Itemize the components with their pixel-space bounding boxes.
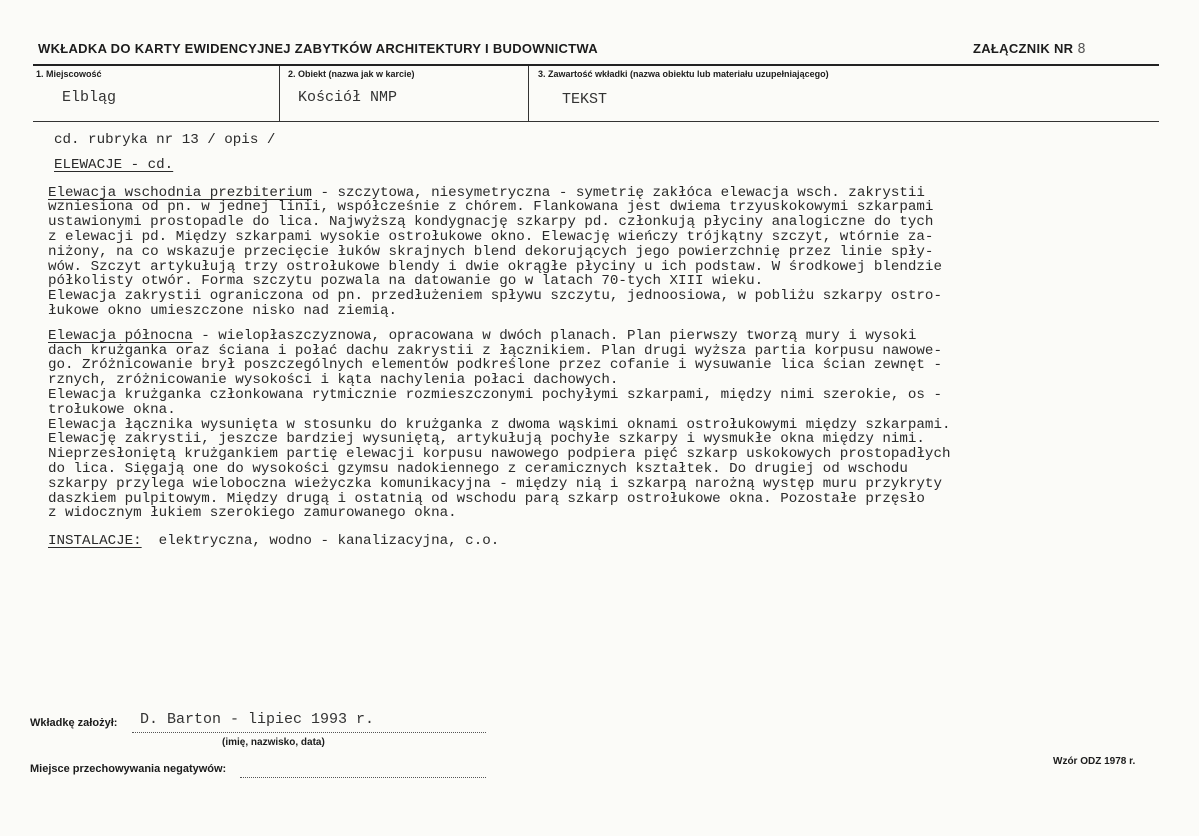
- text-line: szkarpy przylega wieloboczna wieżyczka komunikacyjna - między nią i szkarpą narożną występ muru przykryty: [48, 475, 942, 492]
- author-hint: (imię, nazwisko, data): [222, 737, 325, 748]
- text-line: półkolisty otwór. Forma szczytu pozwala na datowanie go w latach 70-tych XIII wieku.: [48, 273, 764, 290]
- text-line: łukowe okno umieszczone nisko nad ziemią.: [48, 302, 398, 319]
- paragraph-north-first: [48, 329, 1123, 344]
- text-east-first: - szczytowa, niesymetryczna - symetrię zakłóca elewacja wsch. zakrystii: [311, 184, 925, 201]
- text-line: niżony, na co wskazuje przecięcie łuków skrajnych blend dekorujących jego powierzchnię przez linie spły-: [48, 243, 934, 260]
- text-line: z elewacji pd. Między szkarpami wysokie ostrołukowe okno. Elewację wieńczy trójkątny szczyt, wtórnie za-: [48, 228, 934, 245]
- header-rule: [33, 64, 1159, 66]
- text-line: wów. Szczyt artykułują trzy ostrołukowe blendy i dwie okrągłe płyciny u ich podstaw. W środkowej blendzie: [48, 258, 942, 275]
- storage-label: Miejsce przechowywania negatywów:: [30, 763, 227, 775]
- field-value-content: TEKST: [562, 91, 608, 108]
- text-line: Nieprzesłoniętą krużgankiem partię elewacji korpusu nawowego podpiera pięć szkarp uskokowych prostopadłych: [48, 446, 951, 463]
- text-line: trołukowe okna.: [48, 401, 176, 418]
- field-label-content: 3. Zawartość wkładki (nazwa obiektu lub materiału uzupełniającego): [538, 69, 829, 79]
- text-line: wzniesiona od pn. w jednej linii, współcześnie z chórem. Flankowana jest dwiema trzyuskokowymi szkarpami: [48, 199, 934, 216]
- attachment-label: ZAŁĄCZNIK NR: [973, 41, 1074, 56]
- text-line: go. Zróżnicowanie brył poszczególnych elementów podkreślone przez cofanie i wysuwanie lica ścian zewnęt -: [48, 357, 942, 374]
- text-line: ustawionymi prostopadle do lica. Najwyższą kondygnację szkarpy pd. członkują płyciny analogiczne do tych: [48, 214, 934, 231]
- form-title: WKŁADKA DO KARTY EWIDENCYJNEJ ZABYTKÓW ARCHITEKTURY I BUDOWNICTWA: [38, 41, 598, 56]
- text-line: daszkiem pulpitowym. Między drugą i ostatnią od wschodu parą szkarp ostrołukowe okna. Pozostałe przęsło: [48, 490, 925, 507]
- storage-dotted-line: [240, 777, 486, 778]
- section-heading: ELEWACJE - cd.: [54, 156, 174, 173]
- paragraph-east-first: [48, 186, 1123, 201]
- text-line: dach krużganka oraz ściana i połać dachu zakrystii z łącznikiem. Plan drugi wyższa partia korpusu nawowe-: [48, 342, 942, 359]
- author-value: D. Barton - lipiec 1993 r.: [140, 711, 375, 728]
- attachment-number: [973, 41, 1086, 57]
- text-line: Elewacja łącznika wysunięta w stosunku do krużganka z dwoma wąskimi oknami ostrołukowymi między szkarpami.: [48, 416, 951, 433]
- text-line: z widocznym łukiem szerokiego zamurowanego okna.: [48, 505, 457, 522]
- author-label: Wkładkę założył:: [30, 717, 118, 729]
- heading-north-elevation: Elewacja północna: [48, 327, 193, 344]
- text-line: do lica. Sięgają one do wysokości gzymsu nadokiennego z ceramicznych kształtek. Do drugiej od wschodu: [48, 460, 908, 477]
- form-model: Wzór ODZ 1978 r.: [1053, 756, 1136, 767]
- author-dotted-line: [132, 732, 486, 733]
- field-value-object: Kościół NMP: [298, 89, 398, 106]
- field-divider: [279, 66, 280, 121]
- heading-east-elevation: Elewacja wschodnia prezbiterium: [48, 184, 312, 201]
- field-label-object: 2. Obiekt (nazwa jak w karcie): [288, 69, 415, 79]
- text-line: Elewacja zakrystii ograniczona od pn. przedłużeniem spływu szczytu, jednoosiowa, w pobliżu szkarpy ostro-: [48, 288, 942, 305]
- fields-rule: [33, 121, 1159, 122]
- attachment-number-value: 8: [1077, 42, 1086, 57]
- installations-heading: INSTALACJE:: [48, 533, 142, 550]
- installations-text: elektryczna, wodno - kanalizacyjna, c.o.: [141, 533, 500, 550]
- field-label-locality: 1. Miejscowość: [36, 69, 102, 79]
- field-value-locality: Elbląg: [62, 89, 117, 106]
- text-line: Elewację zakrystii, jeszcze bardziej wysuniętą, artykułują pochyłe szkarpy i wysmukłe okna między nimi.: [48, 431, 925, 448]
- text-north-first: - wielopłaszczyznowa, opracowana w dwóch planach. Plan pierwszy tworzą mury i wysoki: [192, 327, 917, 344]
- text-line: rznych, zróżnicowanie wysokości i kąta nachylenia połaci dachowych.: [48, 372, 619, 389]
- description-text: [48, 133, 1123, 549]
- text-line: Elewacja krużganka członkowana rytmicznie rozmieszczonymi pochyłymi szkarpami, między nimi szerokie, os -: [48, 386, 942, 403]
- installations-line: [48, 534, 1123, 549]
- section-reference: cd. rubryka nr 13 / opis /: [54, 132, 276, 148]
- field-divider: [528, 66, 529, 121]
